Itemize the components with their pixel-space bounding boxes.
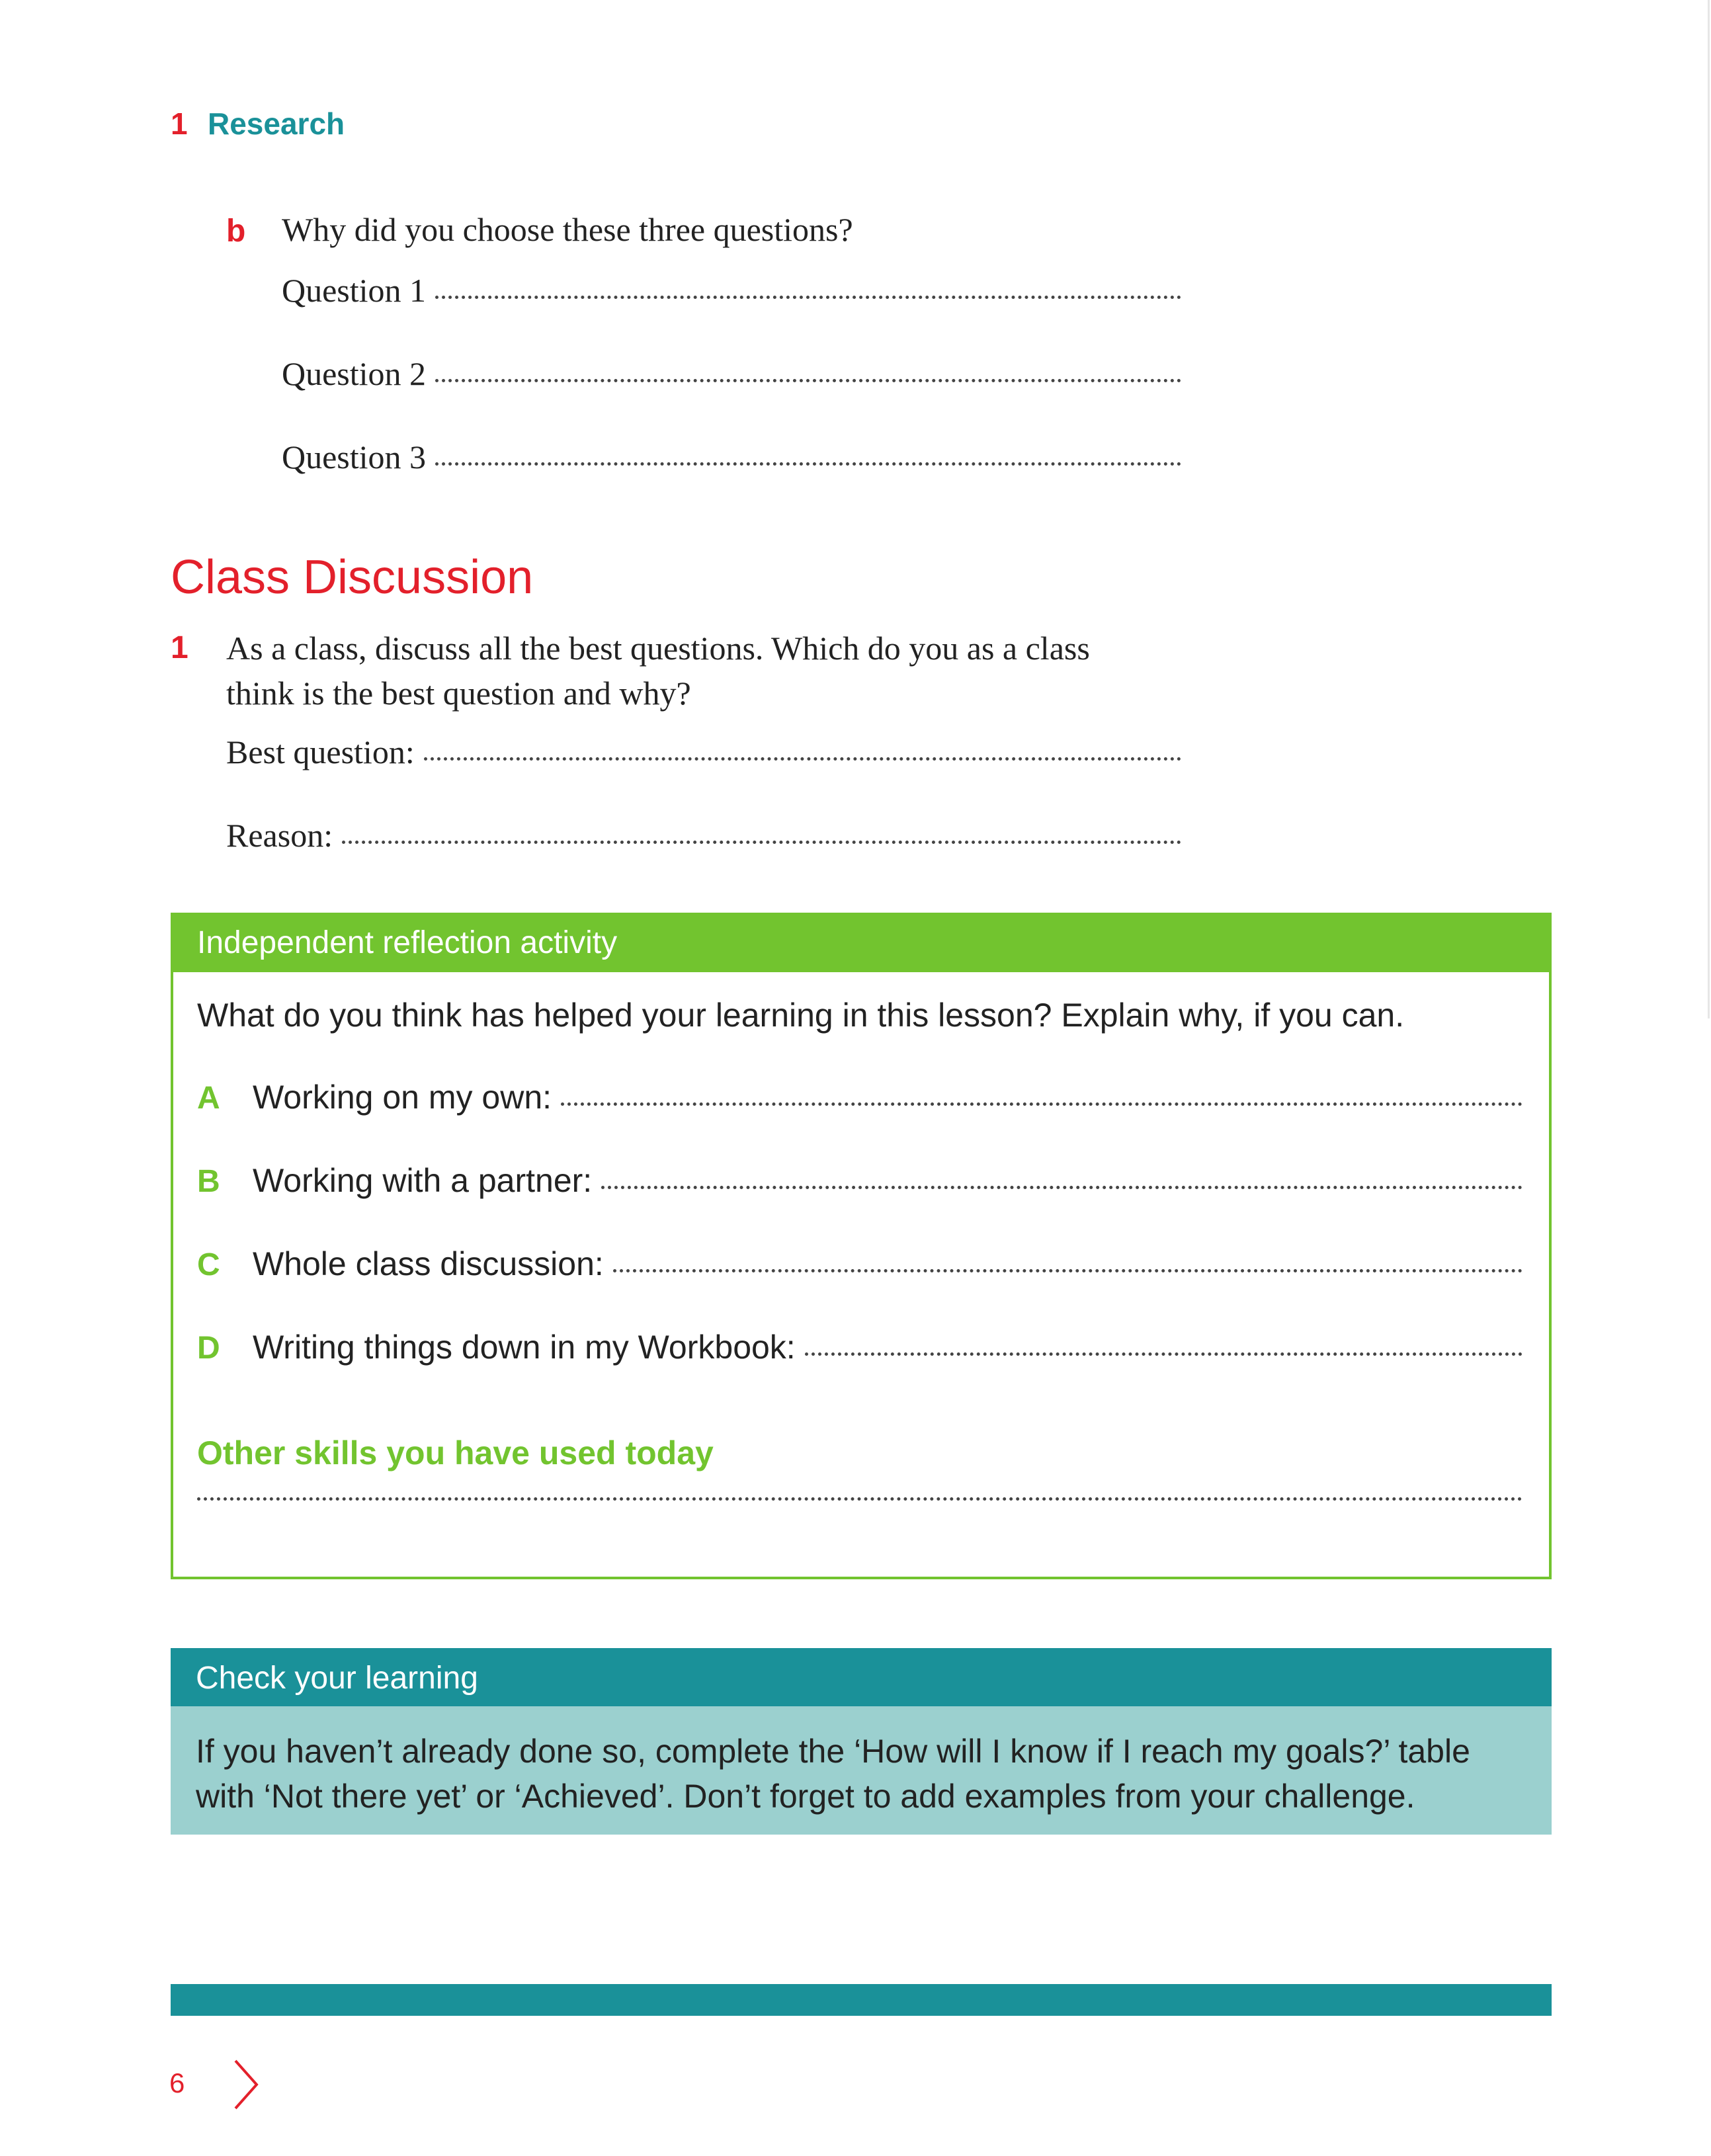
best-question-line	[226, 733, 1181, 771]
answer-line-question-3[interactable]	[435, 462, 1181, 466]
option-label-d: Writing things down in my Workbook:	[253, 1329, 796, 1366]
reflection-option-c	[197, 1245, 1523, 1283]
question-letter-b: b	[226, 214, 246, 249]
reflection-intro: What do you think has helped your learning in this lesson? Explain why, if you can.	[197, 997, 1405, 1034]
answer-line-option-c[interactable]	[613, 1269, 1523, 1272]
other-skills-line	[197, 1500, 1523, 1503]
other-skills-heading: Other skills you have used today	[197, 1434, 714, 1472]
reflection-option-b	[197, 1161, 1523, 1200]
question-1-label: Question 1	[282, 272, 427, 309]
footer-bar	[171, 1984, 1552, 2016]
reflection-option-a	[197, 1078, 1523, 1116]
answer-line-reason[interactable]	[342, 841, 1181, 844]
question-b-text: Why did you choose these three questions?	[282, 211, 853, 248]
answer-line-option-d[interactable]	[805, 1352, 1523, 1356]
question-3-label: Question 3	[282, 438, 427, 476]
reason-line	[226, 816, 1181, 854]
question-3-line	[282, 438, 1181, 476]
discussion-number: 1	[171, 630, 188, 665]
option-letter-d: D	[197, 1331, 220, 1366]
question-2-line	[282, 354, 1181, 393]
check-learning-line-2: with ‘Not there yet’ or ‘Achieved’. Don’t forget to add examples from your challenge.	[196, 1778, 1415, 1815]
section-heading-class-discussion: Class Discussion	[171, 551, 534, 604]
check-learning-text	[196, 1729, 1525, 1819]
option-label-b: Working with a partner:	[253, 1162, 593, 1199]
check-learning-line-1: If you haven’t already done so, complete the ‘How will I know if I reach my goals?’ table	[196, 1733, 1470, 1770]
chapter-title: Research	[208, 106, 345, 141]
check-learning-header: Check your learning	[196, 1661, 478, 1696]
chevron-right-icon[interactable]	[233, 2058, 259, 2111]
discussion-prompt-line-1: As a class, discuss all the best questions. Which do you as a class	[226, 630, 1090, 667]
option-letter-b: B	[197, 1164, 220, 1199]
question-2-label: Question 2	[282, 355, 427, 392]
reflection-header: Independent reflection activity	[197, 925, 618, 960]
page-number: 6	[169, 2067, 185, 2098]
answer-line-question-1[interactable]	[435, 296, 1181, 299]
question-1-line	[282, 271, 1181, 310]
answer-line-question-2[interactable]	[435, 379, 1181, 382]
reflection-option-d	[197, 1328, 1523, 1366]
answer-line-best-question[interactable]	[424, 757, 1181, 761]
reason-label: Reason:	[226, 817, 333, 854]
discussion-prompt-line-2: think is the best question and why?	[226, 675, 691, 712]
answer-line-other-skills[interactable]	[197, 1497, 1523, 1501]
discussion-prompt	[226, 626, 1165, 716]
option-letter-c: C	[197, 1247, 220, 1282]
best-question-label: Best question:	[226, 733, 415, 770]
answer-line-option-a[interactable]	[561, 1102, 1523, 1106]
page-edge-divider	[1708, 0, 1710, 1018]
option-label-c: Whole class discussion:	[253, 1245, 604, 1282]
option-letter-a: A	[197, 1081, 220, 1116]
option-label-a: Working on my own:	[253, 1079, 552, 1116]
answer-line-option-b[interactable]	[601, 1186, 1523, 1189]
chapter-number: 1	[171, 106, 188, 141]
